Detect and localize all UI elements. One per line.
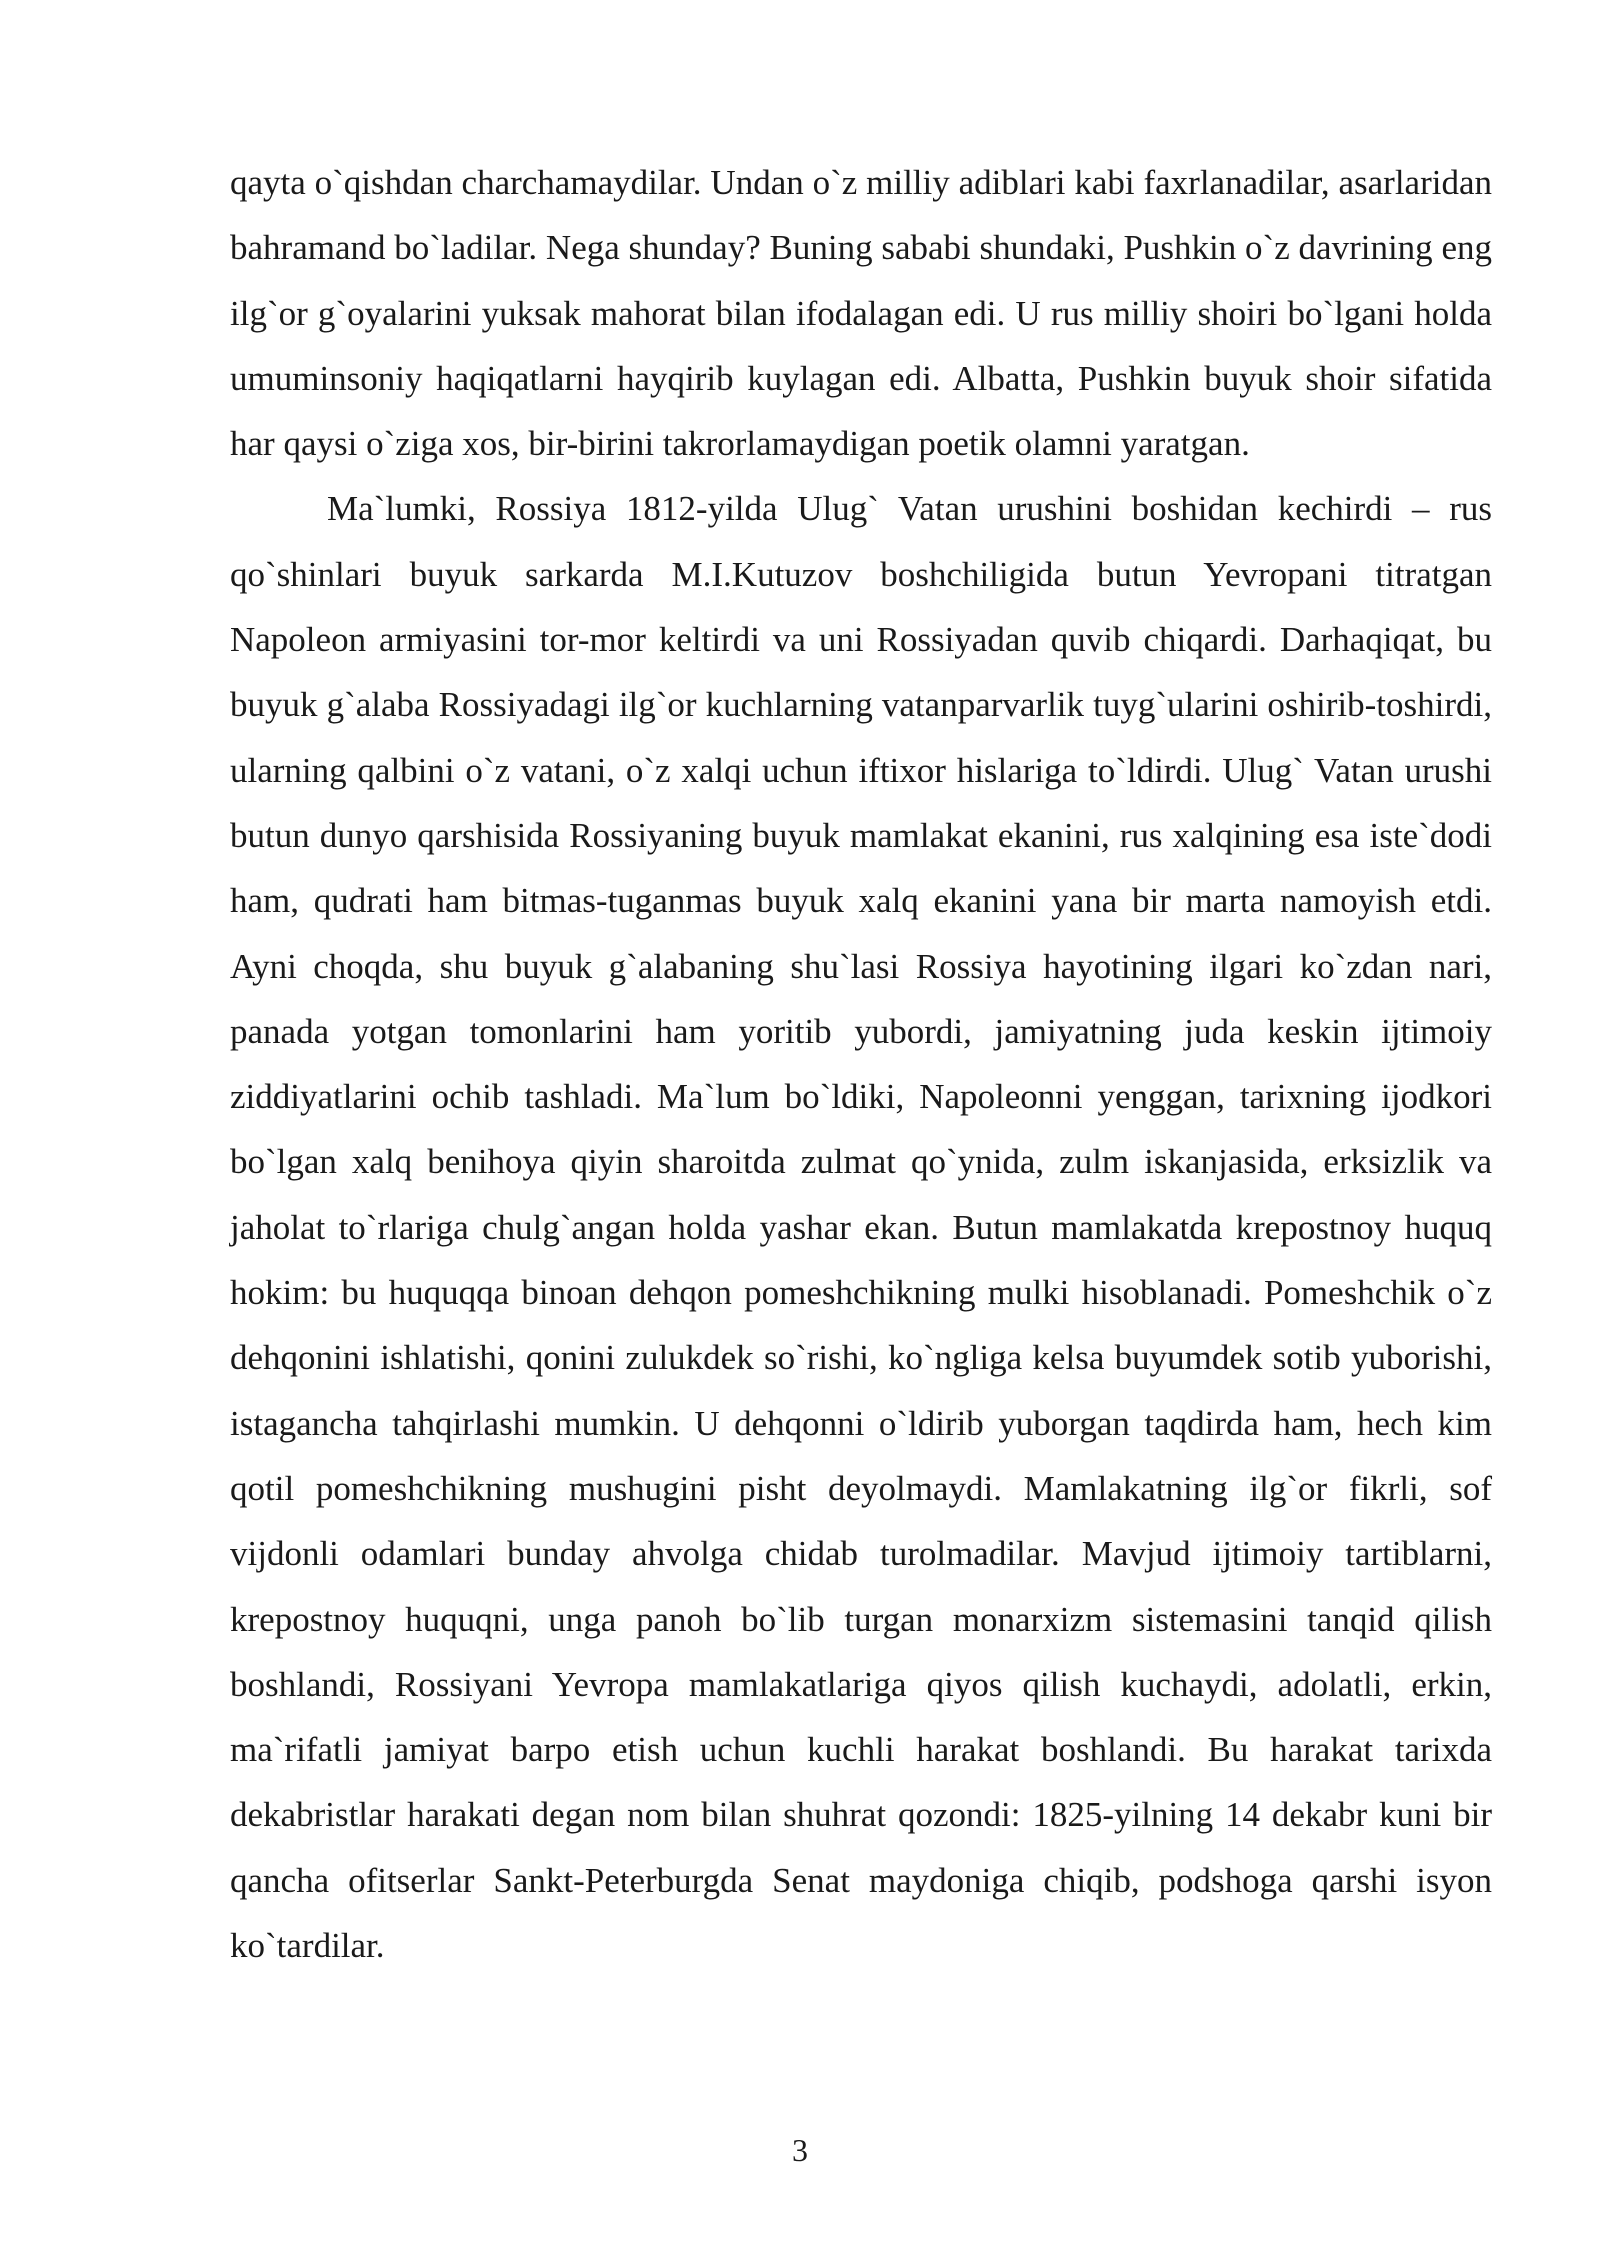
- paragraph-1: qayta o`qishdan charchamaydilar. Undan o`z milliy adiblari kabi faxrlanadilar, asarlaridan bahramand bo`ladilar. Nega shunday? Buning sababi shundaki, Pushkin o`z davrining eng ilg`or g`oyalarini yuksak mahorat bilan ifodalagan edi. U rus milliy shoiri bo`lgani holda umuminsoniy haqiqatlarni hayqirib kuylagan edi. Albatta, Pushkin buyuk shoir sifatida har qaysi o`ziga xos, bir-birini takrorlamaydigan poetik olamni yaratgan.: [230, 163, 1492, 464]
- document-page: [230, 150, 1492, 1978]
- page-number: 3: [792, 2132, 808, 2168]
- paragraph-2: Ma`lumki, Rossiya 1812-yilda Ulug` Vatan urushini boshidan kechirdi – rus qo`shinlari buyuk sarkarda M.I.Kutuzov boshchiligida butun Yevropani titratgan Napoleon armiyasini tor-mor keltirdi va uni Rossiyadan quvib chiqardi. Darhaqiqat, bu buyuk g`alaba Rossiyadagi ilg`or kuchlarning vatanparvarlik tuyg`ularini oshirib-toshirdi, ularning qalbini o`z vatani, o`z xalqi uchun iftixor hislariga to`ldirdi. Ulug` Vatan urushi butun dunyo qarshisida Rossiyaning buyuk mamlakat ekanini, rus xalqining esa iste`dodi ham, qudrati ham bitmas-tuganmas buyuk xalq ekanini yana bir marta namoyish etdi. Ayni choqda, shu buyuk g`alabaning shu`lasi Rossiya hayotining ilgari ko`zdan nari, panada yotgan tomonlarini ham yoritib yubordi, jamiyatning juda keskin ijtimoiy ziddiyatlarini ochib tashladi. Ma`lum bo`ldiki, Napoleonni yenggan, tarixning ijodkori bo`lgan xalq benihoya qiyin sharoitda zulmat qo`ynida, zulm iskanjasida, erksizlik va jaholat to`rlariga chulg`angan holda yashar ekan. Butun mamlakatda krepostnoy huquq hokim: bu huquqqa binoan dehqon pomeshchikning mulki hisoblanadi. Pomeshchik o`z dehqonini ishlatishi, qonini zulukdek so`rishi, ko`ngliga kelsa buyumdek sotib yuborishi, istagancha tahqirlashi mumkin. U dehqonni o`ldirib yuborgan taqdirda ham, hech kim qotil pomeshchikning mushugini pisht deyolmaydi. Mamlakatning ilg`or fikrli, sof vijdonli odamlari bunday ahvolga chidab turolmadilar. Mavjud ijtimoiy tartiblarni, krepostnoy huquqni, unga panoh bo`lib turgan monarxizm sistemasini tanqid qilish boshlandi, Rossiyani Yevropa mamlakatlariga qiyos qilish kuchaydi, adolatli, erkin, ma`rifatli jamiyat barpo etish uchun kuchli harakat boshlandi. Bu harakat tarixda dekabristlar harakati degan nom bilan shuhrat qozondi: 1825-yilning 14 dekabr kuni bir qancha ofitserlar Sankt-Peterburgda Senat maydoniga chiqib, podshoga qarshi isyon ko`tardilar.: [230, 489, 1492, 1966]
